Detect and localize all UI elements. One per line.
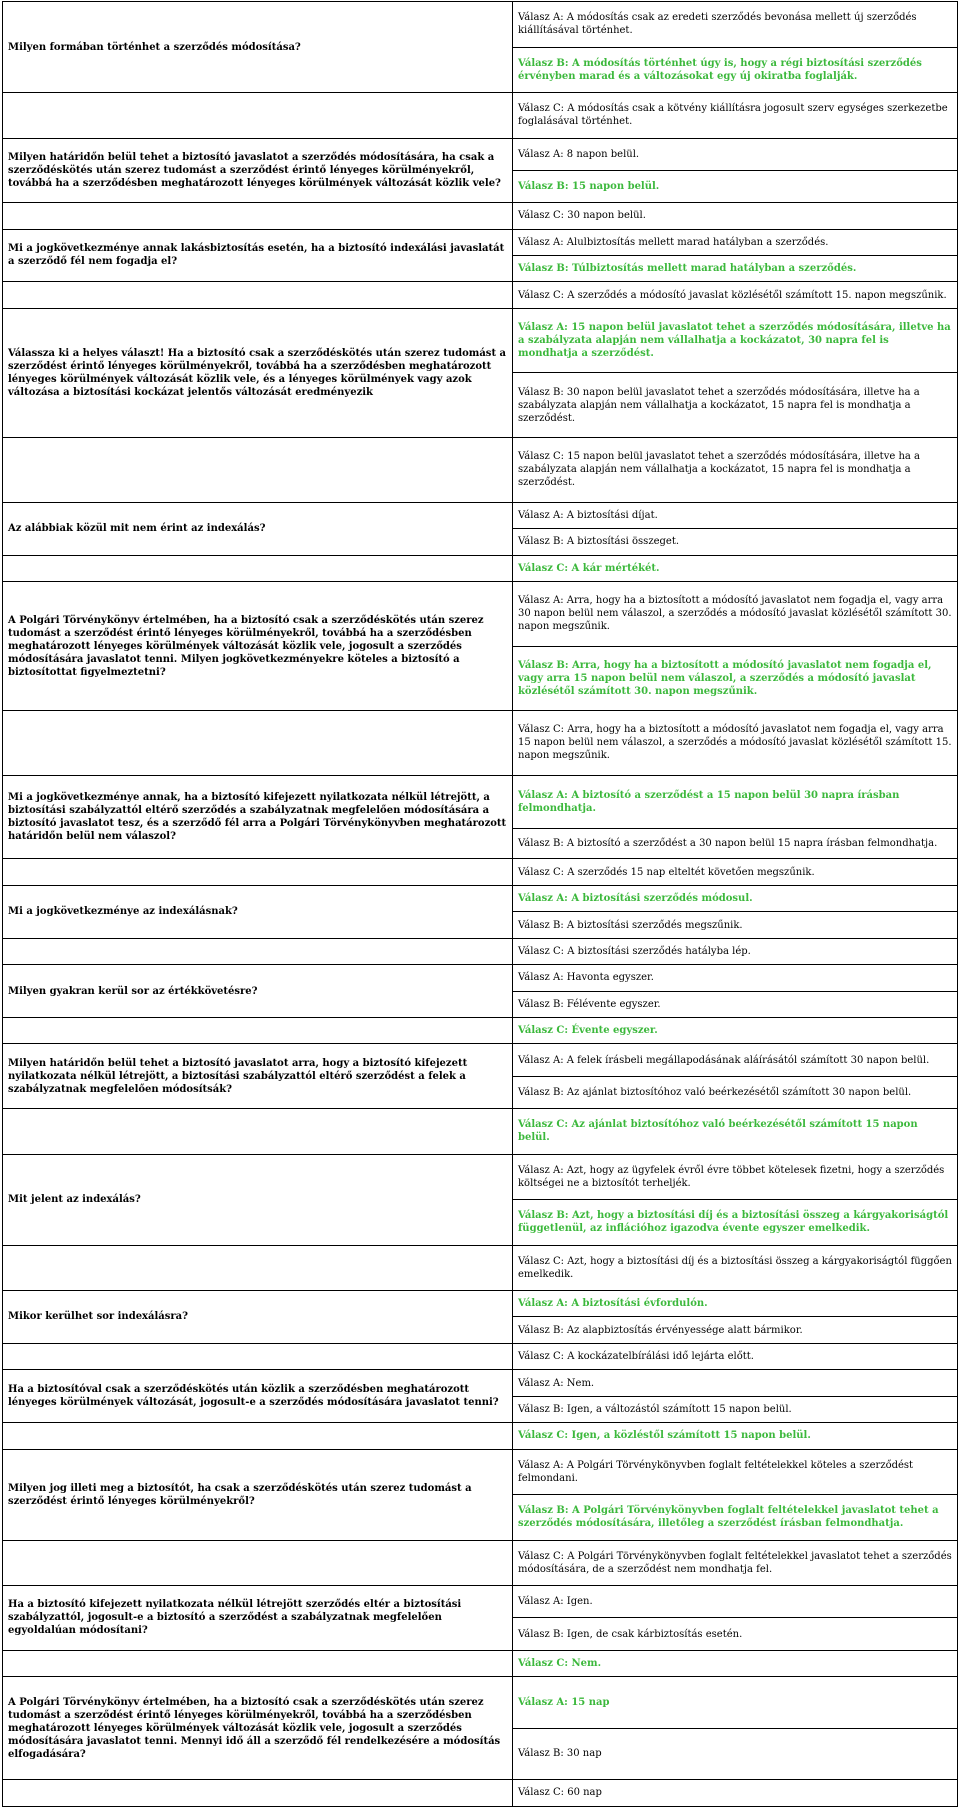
table-row: [3, 1017, 958, 1043]
empty-question-cell: [3, 1540, 513, 1586]
table-row: [3, 229, 958, 255]
answer-cell: Válasz C: A kockázatelbírálási idő lejárta előtt.: [513, 1343, 958, 1369]
table-row: [3, 1109, 958, 1155]
correct-answer-cell: Válasz B: Azt, hogy a biztosítási díj és a biztosítási összeg a kárgyakoriságtól függetlenül, az inflációhoz igazodva évente egyszer emelkedik.: [513, 1200, 958, 1246]
qa-table-body: [3, 2, 958, 1807]
question-cell: Az alábbiak közül mit nem érint az indexálás?: [3, 502, 513, 555]
table-row: [3, 438, 958, 503]
question-cell: Milyen gyakran kerül sor az értékkövetésre?: [3, 965, 513, 1018]
question-cell: Ha a biztosítóval csak a szerződéskötés után közlik a szerződésben meghatározott lényeges körülmények változását, jogosult-e a szerződés módosítására javaslatot tenni?: [3, 1370, 513, 1423]
answer-cell: Válasz C: A szerződés 15 nap elteltét követően megszűnik.: [513, 859, 958, 885]
answer-cell: Válasz C: A módosítás csak a kötvény kiállításra jogosult szerv egységes szerkezetbe foglalásával történhet.: [513, 93, 958, 139]
empty-question-cell: [3, 711, 513, 776]
answer-cell: Válasz C: 15 napon belül javaslatot tehet a szerződés módosítására, illetve ha a szabályzata alapján nem vállalhatja a kockázatot, 15 napra fel is mondhatja a szerződést.: [513, 438, 958, 503]
empty-question-cell: [3, 438, 513, 503]
answer-cell: Válasz B: A biztosító a szerződést a 30 napon belül 15 napra írásban felmondhatja.: [513, 828, 958, 859]
question-cell: Mi a jogkövetkezménye az indexálásnak?: [3, 885, 513, 938]
question-cell: Mit jelent az indexálás?: [3, 1154, 513, 1245]
answer-cell: Válasz B: Igen, de csak kárbiztosítás esetén.: [513, 1618, 958, 1650]
table-row: [3, 1154, 958, 1200]
table-row: [3, 203, 958, 229]
table-row: [3, 775, 958, 828]
question-cell: Milyen formában történhet a szerződés módosítása?: [3, 2, 513, 93]
table-row: [3, 938, 958, 964]
table-row: [3, 1540, 958, 1586]
empty-question-cell: [3, 1650, 513, 1676]
answer-cell: Válasz A: A biztosítási díjat.: [513, 502, 958, 528]
empty-question-cell: [3, 203, 513, 229]
empty-question-cell: [3, 1343, 513, 1369]
correct-answer-cell: Válasz C: A kár mértékét.: [513, 555, 958, 581]
table-row: [3, 1650, 958, 1676]
answer-cell: Válasz C: A szerződés a módosító javaslat közlésétől számított 15. napon megszűnik.: [513, 282, 958, 308]
table-row: [3, 581, 958, 646]
empty-question-cell: [3, 1017, 513, 1043]
answer-cell: Válasz A: Nem.: [513, 1370, 958, 1396]
empty-question-cell: [3, 1779, 513, 1806]
table-row: [3, 138, 958, 170]
answer-cell: Válasz B: Félévente egyszer.: [513, 991, 958, 1017]
question-cell: A Polgári Törvénykönyv értelmében, ha a biztosító csak a szerződéskötés után szerez tudomást a szerződést érintő lényeges körülményekről, továbbá ha a szerződésben meghatározott lényeges körülmények változását közlik vele, jogosult a szerződés módosítására javaslatot tenni. Mennyi idő áll a szerződő fél rendelkezésére a módosítás elfogadására?: [3, 1677, 513, 1780]
answer-cell: Válasz B: 30 napon belül javaslatot tehet a szerződés módosítására, illetve ha a szabályzata alapján nem vállalhatja a kockázatot, 15 napra fel is mondhatja a szerződést.: [513, 373, 958, 438]
answer-cell: Válasz C: A biztosítási szerződés hatályba lép.: [513, 938, 958, 964]
empty-question-cell: [3, 1245, 513, 1291]
answer-cell: Válasz B: 30 nap: [513, 1728, 958, 1779]
answer-cell: Válasz A: Alulbiztosítás mellett marad hatályban a szerződés.: [513, 229, 958, 255]
table-row: [3, 885, 958, 911]
question-cell: Milyen jog illeti meg a biztosítót, ha csak a szerződéskötés után szerez tudomást a szerződést érintő lényeges körülményekről?: [3, 1449, 513, 1540]
answer-cell: Válasz C: 30 napon belül.: [513, 203, 958, 229]
table-row: [3, 1423, 958, 1449]
question-cell: A Polgári Törvénykönyv értelmében, ha a biztosító csak a szerződéskötés után szerez tudomást a szerződést érintő lényeges körülményekről, továbbá ha a szerződésben meghatározott lényeges körülmények változását közlik vele, jogosult a szerződés módosítására javaslatot tenni. Milyen jogkövetkezményekre köteles a biztosító a biztosítottat figyelmeztetni?: [3, 581, 513, 710]
correct-answer-cell: Válasz B: Arra, hogy ha a biztosított a módosító javaslatot nem fogadja el, vagy arra 15 napon belül nem válaszol, a szerződés a módosító javaslat közlésétől számított 30. napon megszűnik.: [513, 646, 958, 711]
answer-cell: Válasz A: A módosítás csak az eredeti szerződés bevonása mellett új szerződés kiállításával történhet.: [513, 2, 958, 48]
answer-cell: Válasz C: Arra, hogy ha a biztosított a módosító javaslatot nem fogadja el, vagy arra 15 napon belül nem válaszol, a szerződés a módosító javaslat közlésétől számított 15. napon megszűnik.: [513, 711, 958, 776]
correct-answer-cell: Válasz A: 15 napon belül javaslatot tehet a szerződés módosítására, illetve ha a szabályzata alapján nem vállalhatja a kockázatot, 30 napra fel is mondhatja a szerződést.: [513, 308, 958, 373]
correct-answer-cell: Válasz B: 15 napon belül.: [513, 170, 958, 202]
table-row: [3, 502, 958, 528]
empty-question-cell: [3, 1109, 513, 1155]
table-row: [3, 859, 958, 885]
table-row: [3, 1245, 958, 1291]
table-row: [3, 1044, 958, 1076]
correct-answer-cell: Válasz C: Nem.: [513, 1650, 958, 1676]
answer-cell: Válasz A: Havonta egyszer.: [513, 965, 958, 991]
answer-cell: Válasz A: Azt, hogy az ügyfelek évről évre többet kötelesek fizetni, hogy a szerződés költségei ne a biztosítót terheljék.: [513, 1154, 958, 1200]
correct-answer-cell: Válasz A: 15 nap: [513, 1677, 958, 1728]
answer-cell: Válasz B: Az alapbiztosítás érvényessége alatt bármikor.: [513, 1317, 958, 1343]
table-row: [3, 1779, 958, 1806]
qa-table: [2, 1, 958, 1807]
question-cell: Milyen határidőn belül tehet a biztosító javaslatot a szerződés módosítására, ha csak a szerződéskötés után szerez tudomást a szerződést érintő lényeges körülményekről, továbbá ha a szerződésben meghatározott lényeges körülmények változását közlik vele?: [3, 138, 513, 203]
answer-cell: Válasz B: A biztosítási szerződés megszűnik.: [513, 912, 958, 938]
empty-question-cell: [3, 938, 513, 964]
table-row: [3, 555, 958, 581]
answer-cell: Válasz C: Azt, hogy a biztosítási díj és a biztosítási összeg a kárgyakoriságtól függően emelkedik.: [513, 1245, 958, 1291]
answer-cell: Válasz A: Igen.: [513, 1586, 958, 1618]
answer-cell: Válasz A: A Polgári Törvénykönyvben foglalt feltételekkel köteles a szerződést felmondani.: [513, 1449, 958, 1495]
correct-answer-cell: Válasz C: Igen, a közléstől számított 15 napon belül.: [513, 1423, 958, 1449]
answer-cell: Válasz A: A felek írásbeli megállapodásának aláírásától számított 30 napon belül.: [513, 1044, 958, 1076]
correct-answer-cell: Válasz A: A biztosítási szerződés módosul.: [513, 885, 958, 911]
correct-answer-cell: Válasz C: Évente egyszer.: [513, 1017, 958, 1043]
table-row: [3, 308, 958, 373]
correct-answer-cell: Válasz C: Az ajánlat biztosítóhoz való beérkezésétől számított 15 napon belül.: [513, 1109, 958, 1155]
answer-cell: Válasz C: 60 nap: [513, 1779, 958, 1806]
correct-answer-cell: Válasz B: Túlbiztosítás mellett marad hatályban a szerződés.: [513, 255, 958, 281]
table-row: [3, 1370, 958, 1396]
table-row: [3, 2, 958, 48]
table-row: [3, 282, 958, 308]
table-row: [3, 1677, 958, 1728]
empty-question-cell: [3, 555, 513, 581]
question-cell: Mi a jogkövetkezménye annak, ha a biztosító kifejezett nyilatkozata nélkül létrejött, a biztosítási szabályzattól eltérő szerződés a szabályzatnak megfelelően módosítására a biztosító javaslatot tesz, és a szerződő fél arra a Polgári Törvénykönyvben meghatározott határidőn belül nem válaszol?: [3, 775, 513, 859]
correct-answer-cell: Válasz A: A biztosító a szerződést a 15 napon belül 30 napra írásban felmondhatja.: [513, 775, 958, 828]
empty-question-cell: [3, 859, 513, 885]
empty-question-cell: [3, 93, 513, 139]
empty-question-cell: [3, 1423, 513, 1449]
question-cell: Ha a biztosító kifejezett nyilatkozata nélkül létrejött szerződés eltér a biztosítási szabályzattól, jogosult-e a biztosító a szerződést a szabályzatnak megfelelően egyoldalúan módosítani?: [3, 1586, 513, 1651]
table-row: [3, 1343, 958, 1369]
answer-cell: Válasz B: A biztosítási összeget.: [513, 529, 958, 555]
question-cell: Válassza ki a helyes választ! Ha a biztosító csak a szerződéskötés után szerez tudomást a szerződést érintő lényeges körülményekről, továbbá ha a szerződésben meghatározott lényeges körülmények változását közlik vele, és a lényeges körülmények vagy azok változása a biztosítási kockázat jelentős változását eredményezik: [3, 308, 513, 437]
answer-cell: Válasz B: Az ajánlat biztosítóhoz való beérkezésétől számított 30 napon belül.: [513, 1076, 958, 1108]
answer-cell: Válasz B: Igen, a változástól számított 15 napon belül.: [513, 1396, 958, 1422]
question-cell: Mikor kerülhet sor indexálásra?: [3, 1291, 513, 1344]
table-row: [3, 965, 958, 991]
table-row: [3, 93, 958, 139]
table-row: [3, 1291, 958, 1317]
answer-cell: Válasz A: 8 napon belül.: [513, 138, 958, 170]
question-cell: Milyen határidőn belül tehet a biztosító javaslatot arra, hogy a biztosító kifejezett nyilatkozata nélkül létrejött, a biztosítási szabályzattól eltérő szerződést a felek a szabályzatnak megfelelően módosítsák?: [3, 1044, 513, 1109]
correct-answer-cell: Válasz A: A biztosítási évfordulón.: [513, 1291, 958, 1317]
table-row: [3, 1449, 958, 1495]
correct-answer-cell: Válasz B: A Polgári Törvénykönyvben foglalt feltételekkel javaslatot tehet a szerződés módosítására, illetőleg a szerződést írásban felmondhatja.: [513, 1495, 958, 1541]
answer-cell: Válasz C: A Polgári Törvénykönyvben foglalt feltételekkel javaslatot tehet a szerződés módosítására, de a szerződést nem mondhatja fel.: [513, 1540, 958, 1586]
correct-answer-cell: Válasz B: A módosítás történhet úgy is, hogy a régi biztosítási szerződés érvényben marad és a változásokat egy új okiratba foglalják.: [513, 47, 958, 93]
empty-question-cell: [3, 282, 513, 308]
answer-cell: Válasz A: Arra, hogy ha a biztosított a módosító javaslatot nem fogadja el, vagy arra 30 napon belül nem válaszol, a szerződés a módosító javaslat közlésétől számított 30. napon megszűnik.: [513, 581, 958, 646]
question-cell: Mi a jogkövetkezménye annak lakásbiztosítás esetén, ha a biztosító indexálási javaslatát a szerződő fél nem fogadja el?: [3, 229, 513, 282]
table-row: [3, 711, 958, 776]
table-row: [3, 1586, 958, 1618]
